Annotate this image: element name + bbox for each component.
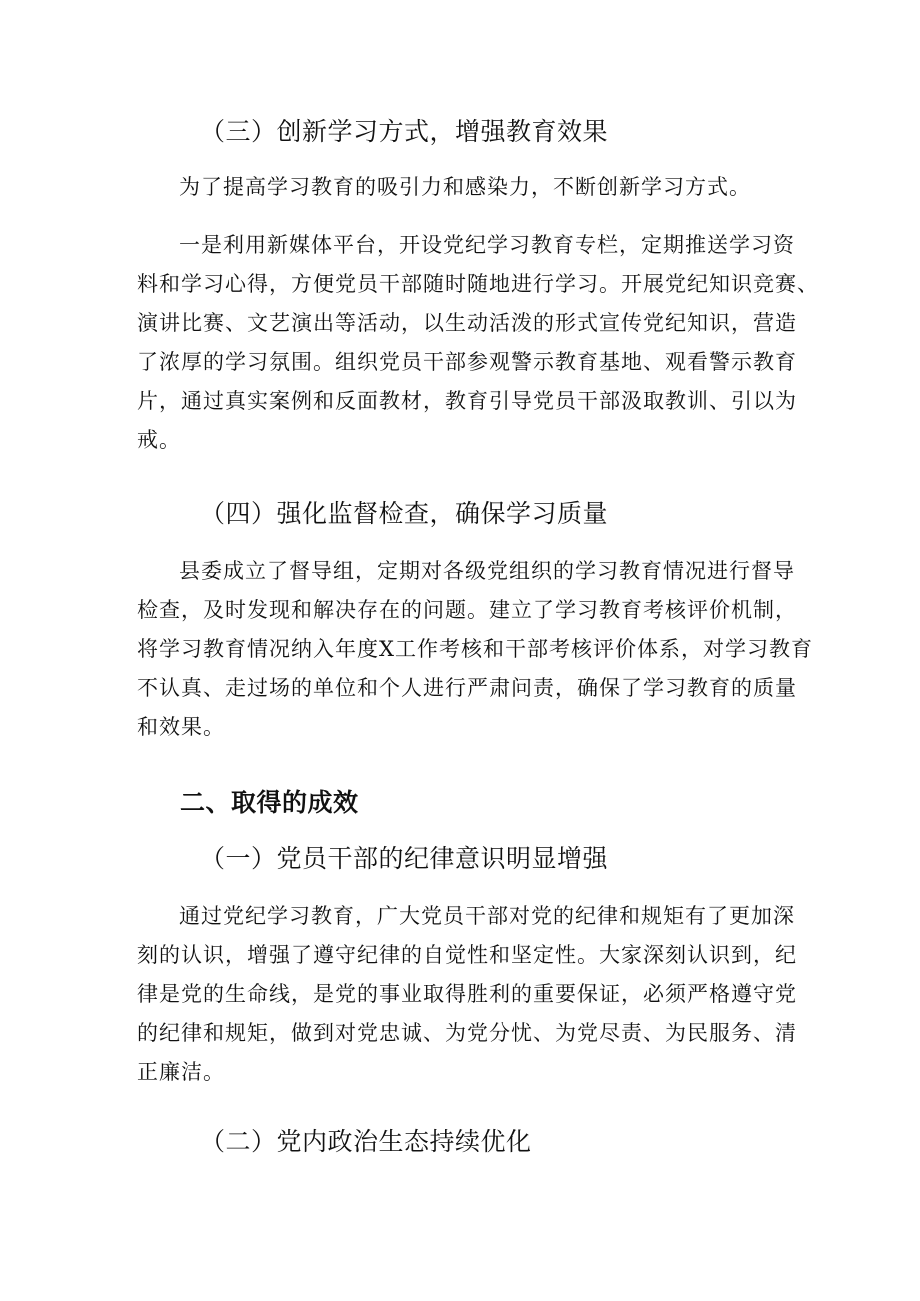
paragraph-line: 不认真、走过场的单位和个人进行严肃问责，确保了学习教育的质量 xyxy=(137,676,797,700)
paragraph-line: 戒。 xyxy=(137,428,181,452)
section-heading-4: （四）强化监督检查，确保学习质量 xyxy=(200,499,609,528)
paragraph-line: 通过党纪学习教育，广大党员干部对党的纪律和规矩有了更加深 xyxy=(179,904,795,928)
paragraph-line: 将学习教育情况纳入年度X工作考核和干部考核评价体系，对学习教育 xyxy=(137,637,813,661)
paragraph-line: 的纪律和规矩，做到对党忠诚、为党分忧、为党尽责、为民服务、清 xyxy=(137,1021,797,1045)
paragraph-1 xyxy=(137,168,785,207)
paragraph-3 xyxy=(137,552,813,747)
paragraph-line: 演讲比赛、文艺演出等活动，以生动活泼的形式宣传党纪知识，营造 xyxy=(137,311,797,335)
paragraph-line: 刻的认识，增强了遵守纪律的自觉性和坚定性。大家深刻认识到，纪 xyxy=(137,943,797,967)
paragraph-line: 检查，及时发现和解决存在的问题。建立了学习教育考核评价机制， xyxy=(137,598,797,622)
paragraph-line: 和效果。 xyxy=(137,715,225,739)
paragraph-line: 律是党的生命线，是党的事业取得胜利的重要保证，必须严格遵守党 xyxy=(137,982,797,1006)
paragraph-line: 正廉洁。 xyxy=(137,1060,225,1084)
paragraph-line: 料和学习心得，方便党员干部随时随地进行学习。开展党纪知识竞赛、 xyxy=(137,272,819,296)
section-heading-1: （一）党员干部的纪律意识明显增强 xyxy=(200,844,609,873)
paragraph-line: 了浓厚的学习氛围。组织党员干部参观警示教育基地、观看警示教育 xyxy=(137,350,797,374)
section-heading-2: （二）党内政治生态持续优化 xyxy=(200,1127,532,1156)
paragraph-line: 一是利用新媒体平台，开设党纪学习教育专栏，定期推送学习资 xyxy=(179,233,795,257)
paragraph-2 xyxy=(137,226,819,460)
section-heading-3: （三）创新学习方式，增强教育效果 xyxy=(200,117,609,146)
chapter-heading-2: 二、取得的成效 xyxy=(180,788,359,817)
paragraph-line: 为了提高学习教育的吸引力和感染力，不断创新学习方式。 xyxy=(179,175,751,199)
paragraph-line: 县委成立了督导组，定期对各级党组织的学习教育情况进行督导 xyxy=(179,559,795,583)
paragraph-4 xyxy=(137,897,797,1092)
paragraph-line: 片，通过真实案例和反面教材，教育引导党员干部汲取教训、引以为 xyxy=(137,389,797,413)
